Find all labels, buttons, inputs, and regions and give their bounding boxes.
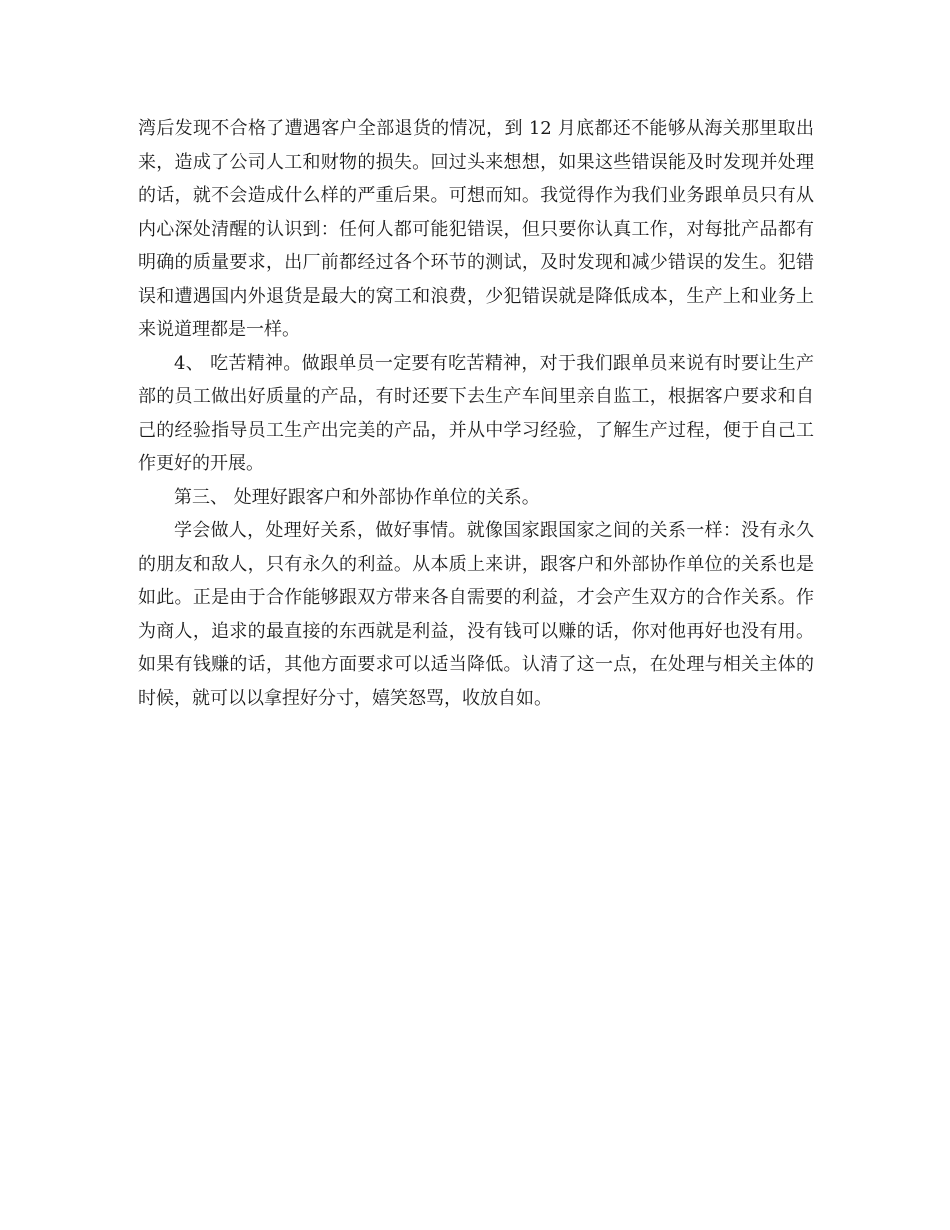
paragraph-item-4: 4、 吃苦精神。做跟单员一定要有吃苦精神，对于我们跟单员来说有时要让生产部的员工做出好质量的产品，有时还要下去生产车间里亲自监工，根据客户要求和自己的经验指导员工生产出完美的产品，并从中学习经验，了解生产过程，便于自己工作更好的开展。 [138, 352, 814, 474]
document-body [138, 112, 814, 715]
section-heading-third: 第三、 处理好跟客户和外部协作单位的关系。 [174, 486, 540, 508]
paragraph-relationships: 学会做人，处理好关系，做好事情。就像国家跟国家之间的关系一样：没有永久的朋友和敌人，只有永久的利益。从本质上来讲，跟客户和外部协作单位的关系也是如此。正是由于合作能够跟双方带来各自需要的利益，才会产生双方的合作关系。作为商人，追求的最直接的东西就是利益，没有钱可以赚的话，你对他再好也没有用。如果有钱赚的话，其他方面要求可以适当降低。认清了这一点，在处理与相关主体的时候，就可以以拿捏好分寸，嬉笑怒骂，收放自如。 [138, 520, 814, 709]
paragraph-continuation: 湾后发现不合格了遭遇客户全部退货的情况，到 12 月底都还不能够从海关那里取出来，造成了公司人工和财物的损失。回过头来想想，如果这些错误能及时发现并处理的话，就不会造成什么样的严重后果。可想而知。我觉得作为我们业务跟单员只有从内心深处清醒的认识到：任何人都可能犯错误，但只要你认真工作，对每批产品都有明确的质量要求，出厂前都经过各个环节的测试，及时发现和减少错误的发生。犯错误和遭遇国内外退货是最大的窝工和浪费，少犯错误就是降低成本，生产上和业务上来说道理都是一样。 [138, 118, 814, 340]
